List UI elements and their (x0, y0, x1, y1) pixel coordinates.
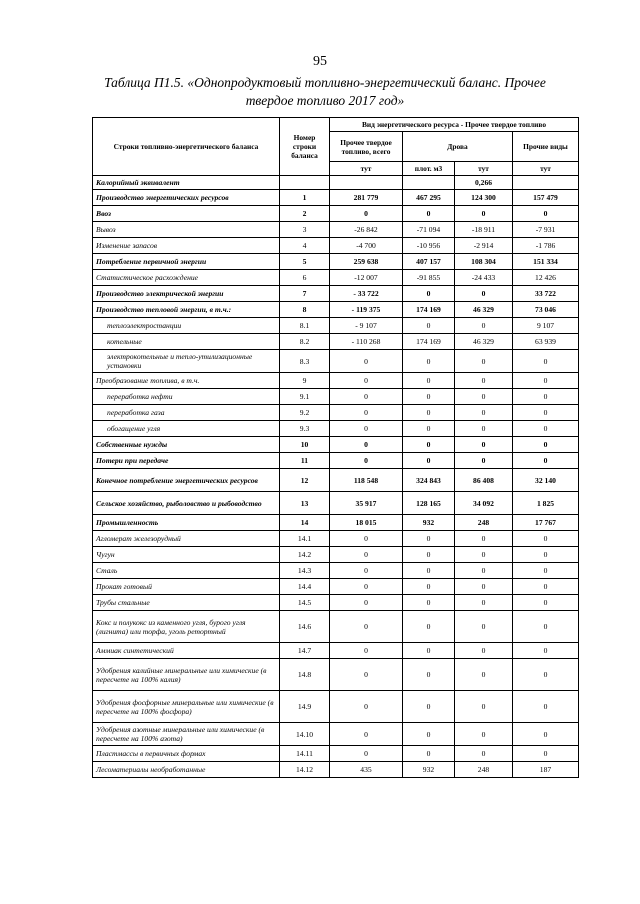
row-total: 18 015 (330, 515, 403, 531)
row-total: - 119 375 (330, 302, 403, 318)
row-wood: 0 (455, 437, 513, 453)
row-code: 4 (280, 238, 330, 254)
row-wood-natural: 0 (403, 659, 455, 691)
unit-wood-natural: плот. м3 (403, 162, 455, 176)
row-wood-natural: 0 (403, 547, 455, 563)
row-wood: -24 433 (455, 270, 513, 286)
row-name: Удобрения азотные минеральные или химические (в пересчете на 100% азота) (93, 723, 280, 746)
row-code: 8.2 (280, 334, 330, 350)
row-wood-natural: 0 (403, 611, 455, 643)
row-other: 63 939 (513, 334, 579, 350)
unit-wood: тут (455, 162, 513, 176)
row-total: - 9 107 (330, 318, 403, 334)
row-other: 0 (513, 595, 579, 611)
row-wood-natural: 0 (403, 723, 455, 746)
row-code: 14 (280, 515, 330, 531)
header-row-names: Строки топливно-энергетического баланса (93, 118, 280, 176)
row-other: 33 722 (513, 286, 579, 302)
row-wood: 0 (455, 373, 513, 389)
row-wood: 0 (455, 206, 513, 222)
row-code: 14.1 (280, 531, 330, 547)
row-wood: 0 (455, 286, 513, 302)
row-wood-natural: 0 (403, 579, 455, 595)
row-wood: 0 (455, 350, 513, 373)
page-number: 95 (313, 54, 327, 69)
row-code: 14.10 (280, 723, 330, 746)
row-wood-natural: 0 (403, 421, 455, 437)
row-total: 259 638 (330, 254, 403, 270)
row-total: 0 (330, 547, 403, 563)
row-wood: 248 (455, 762, 513, 778)
row-wood-natural: 0 (403, 405, 455, 421)
row-total: 0 (330, 350, 403, 373)
table-row (93, 389, 579, 405)
row-wood-natural: 0 (403, 531, 455, 547)
row-code: 9.2 (280, 405, 330, 421)
row-name: электрокотельные и тепло-утилизационные установки (93, 350, 280, 373)
row-wood-natural: 0 (403, 746, 455, 762)
table-row (93, 302, 579, 318)
row-wood-natural: 467 295 (403, 190, 455, 206)
row-code: 8.1 (280, 318, 330, 334)
row-wood: 0 (455, 453, 513, 469)
row-wood-natural: 0 (403, 350, 455, 373)
row-name: теплоэлектростанции (93, 318, 280, 334)
table-row (93, 691, 579, 723)
row-other: 0 (513, 579, 579, 595)
row-other: 0 (513, 611, 579, 643)
calorific-value: 0,266 (455, 176, 513, 190)
row-wood: -2 914 (455, 238, 513, 254)
row-name: Производство тепловой энергии, в т.ч.: (93, 302, 280, 318)
row-other: 0 (513, 746, 579, 762)
row-wood: 0 (455, 563, 513, 579)
row-name: Лесоматериалы необработанные (93, 762, 280, 778)
table-row (93, 469, 579, 492)
table-row (93, 723, 579, 746)
row-wood: 0 (455, 547, 513, 563)
row-total: 0 (330, 746, 403, 762)
table-row (93, 222, 579, 238)
row-other: 0 (513, 373, 579, 389)
row-code: 14.6 (280, 611, 330, 643)
row-total: 0 (330, 659, 403, 691)
row-wood: 0 (455, 421, 513, 437)
row-name: Сталь (93, 563, 280, 579)
row-wood-natural: 407 157 (403, 254, 455, 270)
row-code: 14.4 (280, 579, 330, 595)
row-other: 0 (513, 350, 579, 373)
row-name: Собственные нужды (93, 437, 280, 453)
row-total: 435 (330, 762, 403, 778)
row-name: Трубы стальные (93, 595, 280, 611)
row-code: 14.2 (280, 547, 330, 563)
table-row (93, 206, 579, 222)
row-name: Удобрения фосфорные минеральные или химические (в пересчете на 100% фосфора) (93, 691, 280, 723)
table-row (93, 238, 579, 254)
row-other: 0 (513, 405, 579, 421)
table-row (93, 515, 579, 531)
fuel-balance-table (92, 117, 579, 778)
row-name: Чугун (93, 547, 280, 563)
table-row (93, 334, 579, 350)
row-code: 13 (280, 492, 330, 515)
row-wood: 46 329 (455, 334, 513, 350)
row-code: 14.7 (280, 643, 330, 659)
row-other: 1 825 (513, 492, 579, 515)
row-code: 9 (280, 373, 330, 389)
row-code: 10 (280, 437, 330, 453)
row-wood: 0 (455, 659, 513, 691)
row-wood: 0 (455, 611, 513, 643)
row-wood-natural: -10 956 (403, 238, 455, 254)
row-total: 0 (330, 405, 403, 421)
row-other: 12 426 (513, 270, 579, 286)
row-total: -4 700 (330, 238, 403, 254)
row-total: -26 842 (330, 222, 403, 238)
row-other: 0 (513, 453, 579, 469)
row-name: Вывоз (93, 222, 280, 238)
row-total: 118 548 (330, 469, 403, 492)
row-wood-natural: 0 (403, 563, 455, 579)
row-other: -7 931 (513, 222, 579, 238)
row-wood-natural: 0 (403, 691, 455, 723)
table-row (93, 437, 579, 453)
row-name: обогащение угля (93, 421, 280, 437)
row-code: 5 (280, 254, 330, 270)
row-other: -1 786 (513, 238, 579, 254)
row-code: 1 (280, 190, 330, 206)
row-wood: -18 911 (455, 222, 513, 238)
row-name: Пластмассы в первичных формах (93, 746, 280, 762)
row-total: 0 (330, 453, 403, 469)
row-name: Изменение запасов (93, 238, 280, 254)
row-wood-natural: 0 (403, 595, 455, 611)
row-wood: 124 300 (455, 190, 513, 206)
row-name: переработка газа (93, 405, 280, 421)
table-row (93, 643, 579, 659)
row-other: 9 107 (513, 318, 579, 334)
row-name: Аммиак синтетический (93, 643, 280, 659)
unit-total: тут (330, 162, 403, 176)
row-other: 0 (513, 659, 579, 691)
row-code: 3 (280, 222, 330, 238)
row-name: Сельское хозяйство, рыболовство и рыбоводство (93, 492, 280, 515)
table-row (93, 659, 579, 691)
title-line-1: Таблица П1.5. «Однопродуктовый топливно-энергетический баланс. Прочее (104, 75, 546, 90)
table-row (93, 563, 579, 579)
row-wood: 0 (455, 531, 513, 547)
row-wood: 0 (455, 318, 513, 334)
row-wood-natural: -91 855 (403, 270, 455, 286)
table-row (93, 421, 579, 437)
table-row (93, 762, 579, 778)
table-row (93, 350, 579, 373)
table-row (93, 492, 579, 515)
row-other: 73 046 (513, 302, 579, 318)
table-row (93, 405, 579, 421)
row-wood-natural: 128 165 (403, 492, 455, 515)
row-other: 157 479 (513, 190, 579, 206)
row-total: 0 (330, 531, 403, 547)
row-code: 14.5 (280, 595, 330, 611)
row-wood: 0 (455, 643, 513, 659)
row-wood-natural: 0 (403, 389, 455, 405)
row-wood: 0 (455, 595, 513, 611)
row-name: Производство энергетических ресурсов (93, 190, 280, 206)
row-total: 0 (330, 437, 403, 453)
row-other: 0 (513, 643, 579, 659)
row-name: Потребление первичной энергии (93, 254, 280, 270)
row-total: 0 (330, 206, 403, 222)
row-code: 14.11 (280, 746, 330, 762)
row-total: 0 (330, 723, 403, 746)
row-wood: 86 408 (455, 469, 513, 492)
row-total: - 33 722 (330, 286, 403, 302)
row-code: 8.3 (280, 350, 330, 373)
row-wood: 34 092 (455, 492, 513, 515)
row-wood: 0 (455, 579, 513, 595)
table-row (93, 531, 579, 547)
row-total: 0 (330, 579, 403, 595)
row-wood-natural: 0 (403, 453, 455, 469)
row-code: 14.9 (280, 691, 330, 723)
row-total: 0 (330, 595, 403, 611)
row-total: 0 (330, 563, 403, 579)
table-row (93, 254, 579, 270)
row-total: 0 (330, 389, 403, 405)
row-other: 0 (513, 437, 579, 453)
row-name: Ввоз (93, 206, 280, 222)
row-name: Удобрения калийные минеральные или химические (в пересчете на 100% калия) (93, 659, 280, 691)
row-other: 0 (513, 691, 579, 723)
header-resource: Вид энергетического ресурса - Прочее твердое топливо (330, 118, 579, 132)
row-other: 17 767 (513, 515, 579, 531)
row-name: Преобразование топлива, в т.ч. (93, 373, 280, 389)
row-name: Потери при передаче (93, 453, 280, 469)
row-other: 187 (513, 762, 579, 778)
row-name: котельные (93, 334, 280, 350)
row-code: 14.8 (280, 659, 330, 691)
row-name: переработка нефти (93, 389, 280, 405)
row-wood: 0 (455, 723, 513, 746)
row-other: 0 (513, 723, 579, 746)
row-code: 7 (280, 286, 330, 302)
row-code: 9.3 (280, 421, 330, 437)
table-row (93, 611, 579, 643)
row-name: Конечное потребление энергетических ресурсов (93, 469, 280, 492)
row-name: Производство электрической энергии (93, 286, 280, 302)
row-code: 2 (280, 206, 330, 222)
table-row (93, 453, 579, 469)
row-other: 0 (513, 421, 579, 437)
row-wood-natural: -71 094 (403, 222, 455, 238)
row-total: 0 (330, 691, 403, 723)
table-row (93, 746, 579, 762)
row-wood: 248 (455, 515, 513, 531)
row-wood-natural: 932 (403, 515, 455, 531)
row-wood-natural: 324 843 (403, 469, 455, 492)
row-other: 151 334 (513, 254, 579, 270)
row-code: 12 (280, 469, 330, 492)
row-name: Агломерат железорудный (93, 531, 280, 547)
row-wood-natural: 932 (403, 762, 455, 778)
row-code: 14.12 (280, 762, 330, 778)
row-wood: 0 (455, 389, 513, 405)
table-row (93, 318, 579, 334)
row-total: 0 (330, 421, 403, 437)
table-row (93, 270, 579, 286)
row-other: 0 (513, 531, 579, 547)
row-name: Кокс и полукокс из каменного угля, бурого угля (лигнита) или торфа, уголь ретортный (93, 611, 280, 643)
row-wood-natural: 0 (403, 286, 455, 302)
row-wood-natural: 0 (403, 373, 455, 389)
table-row (93, 373, 579, 389)
row-wood-natural: 0 (403, 437, 455, 453)
row-wood-natural: 0 (403, 206, 455, 222)
table-row (93, 190, 579, 206)
row-name: Промышленность (93, 515, 280, 531)
table-row (93, 286, 579, 302)
row-wood: 46 329 (455, 302, 513, 318)
row-code: 8 (280, 302, 330, 318)
row-wood: 108 304 (455, 254, 513, 270)
row-other: 0 (513, 206, 579, 222)
row-total: - 110 268 (330, 334, 403, 350)
row-total: 0 (330, 643, 403, 659)
header-wood: Дрова (403, 132, 513, 162)
row-wood: 0 (455, 405, 513, 421)
row-total: -12 007 (330, 270, 403, 286)
calorific-label: Калорийный эквивалент (93, 176, 280, 190)
header-total: Прочее твердое топливо, всего (330, 132, 403, 162)
row-wood-natural: 0 (403, 318, 455, 334)
row-wood: 0 (455, 746, 513, 762)
row-name: Статистическое расхождение (93, 270, 280, 286)
row-name: Прокат готовый (93, 579, 280, 595)
title-line-2: твердое топливо 2017 год» (245, 93, 405, 108)
unit-other: тут (513, 162, 579, 176)
row-code: 11 (280, 453, 330, 469)
row-total: 0 (330, 611, 403, 643)
row-wood-natural: 174 169 (403, 302, 455, 318)
row-code: 14.3 (280, 563, 330, 579)
row-total: 281 779 (330, 190, 403, 206)
row-code: 6 (280, 270, 330, 286)
table-row (93, 579, 579, 595)
table-title (90, 74, 560, 110)
row-other: 0 (513, 389, 579, 405)
row-total: 0 (330, 373, 403, 389)
row-wood-natural: 174 169 (403, 334, 455, 350)
row-total: 35 917 (330, 492, 403, 515)
row-other: 32 140 (513, 469, 579, 492)
table-row (93, 595, 579, 611)
table-row (93, 547, 579, 563)
row-wood: 0 (455, 691, 513, 723)
row-other: 0 (513, 547, 579, 563)
row-wood-natural: 0 (403, 643, 455, 659)
row-code: 9.1 (280, 389, 330, 405)
row-other: 0 (513, 563, 579, 579)
header-row-code: Номер строки баланса (280, 118, 330, 176)
header-other: Прочие виды (513, 132, 579, 162)
